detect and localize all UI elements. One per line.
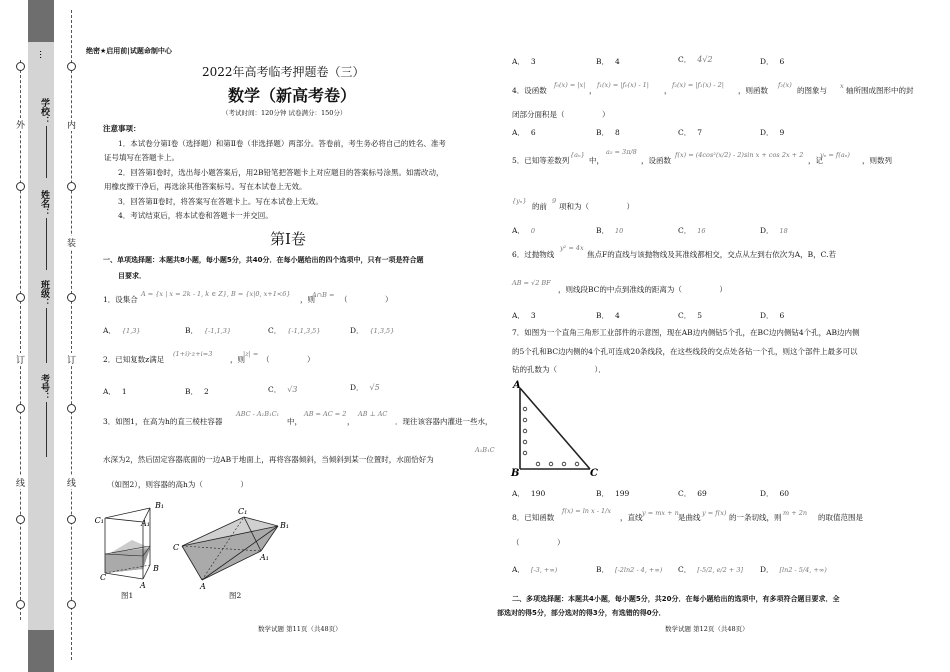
binding-hole bbox=[16, 404, 25, 413]
q4-sep1: ， bbox=[589, 86, 597, 95]
q2-text: 2．已知复数z满足 bbox=[103, 355, 165, 364]
q8-math-line: y = mx + n bbox=[642, 509, 679, 517]
margin-char-xian: 线 bbox=[16, 476, 25, 489]
q6-text-c: ，则线段BC的中点到准线的距离为（ ） bbox=[558, 285, 727, 294]
q6-option-d[interactable]: D． 6 bbox=[760, 311, 785, 320]
section1-heading: 一、单项选择题：本题共8小题，每小题5分，共40分．在每小题给出的四个选项中，只有一项是符合题 bbox=[103, 256, 424, 264]
q2-option-d[interactable]: D． √5 bbox=[350, 383, 380, 392]
binding-hole bbox=[67, 404, 76, 413]
outer-cut-line bbox=[20, 60, 21, 620]
q5-text-g: 项和为（ ） bbox=[559, 202, 634, 211]
q3-line1-c: ， bbox=[347, 417, 355, 426]
binding-hole bbox=[16, 62, 25, 71]
q5-text: 5．已知等差数列 bbox=[512, 156, 570, 165]
inner-cut-line bbox=[71, 10, 72, 660]
q6-text-b: 焦点F的直线与该抛物线及其准线都相交，交点从左到右依次为A，B，C.若 bbox=[587, 250, 836, 259]
exam-number-field-label: 考号： bbox=[39, 374, 49, 401]
q8-option-a[interactable]: A． [-3, +∞) bbox=[512, 565, 558, 574]
notice-line: 3．回答第Ⅱ卷时，将答案写在答题卡上。写在本试卷上无效。 bbox=[118, 197, 323, 206]
fig2-label-c: C bbox=[173, 543, 180, 552]
q7-option-c[interactable]: C． 69 bbox=[678, 489, 707, 498]
q7-line3: 钻的孔数为（ ）． bbox=[512, 365, 606, 374]
q5-text-e: ，则数列 bbox=[862, 156, 892, 165]
q8-text-e: 的取值范围是 bbox=[818, 513, 863, 522]
q8-text-c: 是曲线 bbox=[678, 513, 701, 522]
q4-text-end: 轴所围成图形中的封 bbox=[846, 86, 914, 95]
q2-text-mid: ，则 bbox=[230, 355, 245, 364]
q3-math-perp: AB ⊥ AC bbox=[358, 410, 388, 418]
q5-text-d: ，记 bbox=[808, 156, 823, 165]
q4-text-mid: ，则函数 bbox=[738, 86, 768, 95]
q5-text-c: ，设函数 bbox=[641, 156, 671, 165]
q4-option-a[interactable]: A． 6 bbox=[512, 128, 536, 137]
q1-text-mid: ，则 bbox=[300, 295, 315, 304]
fig1-label-c1: C₁ bbox=[94, 516, 104, 525]
q5-option-c[interactable]: C． 16 bbox=[678, 226, 706, 235]
binding-hole bbox=[67, 182, 76, 191]
figure-1-caption: 图1 bbox=[121, 591, 134, 600]
q8-text-b: ，直线 bbox=[620, 513, 643, 522]
margin-dots: … bbox=[37, 50, 47, 59]
section2-heading-cont: 部选对的得5分，部分选对的得3分，有选错的得0分． bbox=[497, 609, 666, 617]
margin-char-zhuang: 装 bbox=[67, 236, 76, 249]
margin-char-ding: 订 bbox=[67, 353, 76, 366]
q4-math-f2-ref: f₂(x) bbox=[778, 81, 792, 89]
q4-line2: 闭部分面积是（ ） bbox=[512, 110, 610, 119]
q1-blank: （ ） bbox=[340, 295, 393, 304]
q4-option-c[interactable]: C． 7 bbox=[678, 128, 703, 137]
margin-char-xian: 线 bbox=[67, 476, 76, 489]
q5-option-a[interactable]: A． 0 bbox=[512, 226, 536, 235]
binding-hole bbox=[16, 515, 25, 524]
binding-hole bbox=[67, 515, 76, 524]
q7-label-c: C bbox=[590, 468, 598, 479]
q6-option-b[interactable]: B． 4 bbox=[596, 311, 620, 320]
q1-text: 1．设集合 bbox=[103, 295, 138, 304]
q3-math-prism: ABC - A₁B₁C₁ bbox=[236, 410, 280, 418]
q1-option-d[interactable]: D． {1,3,5} bbox=[350, 326, 395, 335]
q3-math-plane: A₁B₁C bbox=[475, 446, 495, 454]
q7-option-d[interactable]: D． 60 bbox=[760, 489, 790, 498]
section2-heading: 二、多项选择题：本题共4小题，每小题5分，共20分．在每小题给出的选项中，有多项符合题目要求．全 bbox=[512, 595, 840, 603]
q3-option-a[interactable]: A． 3 bbox=[512, 57, 536, 66]
q1-option-c[interactable]: C． {-1,1,3,5} bbox=[268, 326, 321, 335]
fig1-label-c: C bbox=[100, 573, 107, 582]
q5-math-fx: f(x) = (4cos²(x/2) - 2)sin x + cos 2x + 2 bbox=[675, 151, 804, 159]
q5-math-9: 9 bbox=[552, 197, 557, 205]
notice-line: 证号填写在答题卡上。 bbox=[104, 153, 179, 162]
q1-option-b[interactable]: B． {-1,1,3} bbox=[185, 326, 232, 335]
q2-option-a[interactable]: A． 1 bbox=[103, 387, 127, 396]
q8-text: 8．已知函数 bbox=[512, 513, 555, 522]
q5-option-d[interactable]: D． 18 bbox=[760, 226, 788, 235]
hole bbox=[523, 418, 527, 422]
name-field-label: 姓名： bbox=[39, 190, 49, 217]
q4-text-mid2: 的图象与 bbox=[797, 86, 827, 95]
q8-math-fx: f(x) = ln x - 1/x bbox=[562, 507, 612, 515]
hole bbox=[523, 429, 527, 433]
margin-char-wai: 外 bbox=[16, 118, 25, 131]
q1-math-sets: A = {x | x = 2k - 1, k ∈ Z}, B = {x|0, x+1<6} bbox=[141, 290, 291, 298]
fig2-label-a: A bbox=[200, 582, 206, 591]
q8-math-m2n: m + 2n bbox=[783, 509, 808, 517]
q5-math-yn: yₙ = f(aₙ) bbox=[820, 151, 850, 159]
q2-math-modulus: |z| = bbox=[243, 350, 259, 358]
fig1-label-b1: B₁ bbox=[155, 501, 165, 510]
q1-option-a[interactable]: A． {1,3} bbox=[103, 326, 141, 335]
q5-math-a5: a₅ = 3π/8 bbox=[606, 148, 637, 156]
name-field-line[interactable] bbox=[46, 218, 47, 270]
q2-math-equation: (1+i)·z+i=3 bbox=[173, 350, 213, 358]
class-field-label: 班级： bbox=[39, 280, 49, 307]
figure-triangle-holes bbox=[508, 380, 603, 478]
q3-line1-b: 中， bbox=[287, 417, 302, 426]
q5-math-yseq: {yₙ} bbox=[512, 197, 527, 205]
q3-option-b[interactable]: B． 4 bbox=[596, 57, 620, 66]
notice-line: 1．本试卷分第Ⅰ卷（选择题）和第Ⅱ卷（非选择题）两部分。答卷前，考生务必将自己的姓名、准考 bbox=[118, 139, 446, 148]
hole bbox=[536, 462, 540, 466]
q3-line3: （如图2），则容器的高h为（ ） bbox=[107, 480, 248, 489]
q4-math-f0: f₀(x) = |x| bbox=[554, 81, 586, 89]
q7-label-b: B bbox=[511, 468, 520, 479]
notice-line: 用橡皮擦干净后，再选涂其他答案标号。写在本试卷上无效。 bbox=[104, 182, 307, 191]
q7-option-b[interactable]: B． 199 bbox=[596, 489, 630, 498]
margin-char-nei: 内 bbox=[67, 118, 76, 131]
q3-line2: 水深为2，然后固定容器底面的一边AB于地面上，再将容器倾斜，当倾斜到某一位置时，水面恰好为 bbox=[103, 455, 434, 464]
notice-heading: 注意事项： bbox=[103, 124, 141, 133]
q3-line1-d: ．现往该容器内灌进一些水， bbox=[395, 417, 493, 426]
notice-line: 4．考试结束后，将本试卷和答题卡一并交回。 bbox=[118, 211, 273, 220]
fig1-label-a1: A₁ bbox=[141, 519, 150, 528]
q6-option-a[interactable]: A． 3 bbox=[512, 311, 536, 320]
binding-hole bbox=[16, 182, 25, 191]
binding-hole bbox=[16, 293, 25, 302]
class-field-line[interactable] bbox=[46, 308, 47, 363]
q3-option-c[interactable]: C． 4√2 bbox=[678, 55, 713, 64]
q5-math-seq: {aₙ} bbox=[570, 151, 585, 159]
q8-text-d: 的一条切线，则 bbox=[729, 513, 782, 522]
q7-option-a[interactable]: A． 190 bbox=[512, 489, 546, 498]
school-field-label: 学校： bbox=[39, 98, 49, 125]
fig2-label-b1: B₁ bbox=[280, 521, 290, 530]
right-page-footer: 数学试题 第12页（共48页） bbox=[665, 625, 749, 633]
q2-blank: （ ） bbox=[262, 355, 315, 364]
fig1-label-b: B bbox=[153, 564, 159, 573]
q7-label-a: A bbox=[513, 380, 521, 391]
left-page-footer: 数学试题 第11页（共48页） bbox=[258, 625, 342, 633]
q5-text-f: 的前 bbox=[532, 202, 547, 211]
q1-math-intersection: A∩B = bbox=[312, 291, 335, 299]
q8-line2: （ ） bbox=[512, 538, 565, 547]
q6-math-ab-bf: AB = √2 BF bbox=[512, 279, 551, 287]
section1-heading-cont: 目要求． bbox=[118, 272, 146, 280]
q3-option-d[interactable]: D． 6 bbox=[760, 57, 785, 66]
q4-math-f2: f₂(x) = |f₁(x) - 2| bbox=[672, 81, 724, 89]
figure-2-caption: 图2 bbox=[229, 591, 242, 600]
hole bbox=[575, 462, 579, 466]
fig2-label-c1: C₁ bbox=[238, 507, 248, 516]
hole bbox=[562, 462, 566, 466]
q8-option-b[interactable]: B． [-2ln2 - 4, +∞) bbox=[596, 565, 663, 574]
q2-option-c[interactable]: C． √3 bbox=[268, 385, 298, 394]
q4-math-x: x bbox=[840, 82, 844, 90]
hole bbox=[549, 462, 553, 466]
q6-option-c[interactable]: C． 5 bbox=[678, 311, 703, 320]
volume-heading: 第Ⅰ卷 bbox=[270, 230, 306, 248]
binding-hole bbox=[67, 62, 76, 71]
q5-text-b: 中， bbox=[589, 156, 604, 165]
subject-title: 数学（新高考卷） bbox=[228, 86, 357, 105]
q4-option-d[interactable]: D． 9 bbox=[760, 128, 785, 137]
exam-info: （考试时间：120分钟 试卷满分：150分） bbox=[222, 109, 347, 117]
binding-hole bbox=[67, 293, 76, 302]
q4-option-b[interactable]: B． 8 bbox=[596, 128, 620, 137]
hole bbox=[523, 407, 527, 411]
binding-hole bbox=[67, 600, 76, 609]
q6-math-parabola: y² = 4x bbox=[560, 244, 584, 252]
q2-option-b[interactable]: B． 2 bbox=[185, 387, 209, 396]
q8-math-curve: y = f(x) bbox=[702, 509, 727, 517]
secret-label: 绝密★启用前|试题命制中心 bbox=[86, 47, 172, 55]
q4-text: 4．设函数 bbox=[512, 86, 547, 95]
q8-option-c[interactable]: C． [-5/2, e/2 + 3] bbox=[678, 565, 743, 574]
fig1-label-a: A bbox=[140, 581, 146, 590]
q5-option-b[interactable]: B． 10 bbox=[596, 226, 624, 235]
binding-hole bbox=[16, 600, 25, 609]
fig2-label-a1: A₁ bbox=[260, 553, 269, 562]
q7-line1: 7．如图为一个直角三角形工业部件的示意图，现在AB边内侧钻5个孔，在BC边内侧钻4个孔，AB边内侧 bbox=[512, 328, 860, 337]
q7-line2: 的5个孔和BC边内侧的4个孔可连成20条线段，在这些线段的交点处各钻一个孔，则这个部件上最多可以 bbox=[512, 347, 858, 356]
q3-math-ab-ac: AB = AC = 2 bbox=[304, 410, 347, 418]
notice-line: 2．回答第Ⅰ卷时，选出每小题答案后，用2B铅笔把答题卡上对应题目的答案标号涂黑。如需改动， bbox=[118, 168, 444, 177]
school-field-line[interactable] bbox=[46, 126, 47, 178]
q4-math-f1: f₁(x) = |f₀(x) - 1| bbox=[597, 81, 649, 89]
q8-option-d[interactable]: D． [ln2 - 5/4, +∞) bbox=[760, 565, 827, 574]
margin-char-ding: 订 bbox=[16, 353, 25, 366]
exam-number-field-line[interactable] bbox=[46, 402, 47, 457]
q3-line1: 3．如图1，在高为h的直三棱柱容器 bbox=[103, 417, 223, 426]
figure-1-prism bbox=[94, 496, 170, 606]
q4-sep2: ， bbox=[664, 86, 672, 95]
q6-text: 6．过抛物线 bbox=[512, 250, 555, 259]
hole bbox=[523, 451, 527, 455]
exam-title: 2022年高考临考押题卷（三） bbox=[202, 65, 365, 79]
figure-2-tilted-prism bbox=[170, 500, 295, 590]
hole bbox=[523, 440, 527, 444]
